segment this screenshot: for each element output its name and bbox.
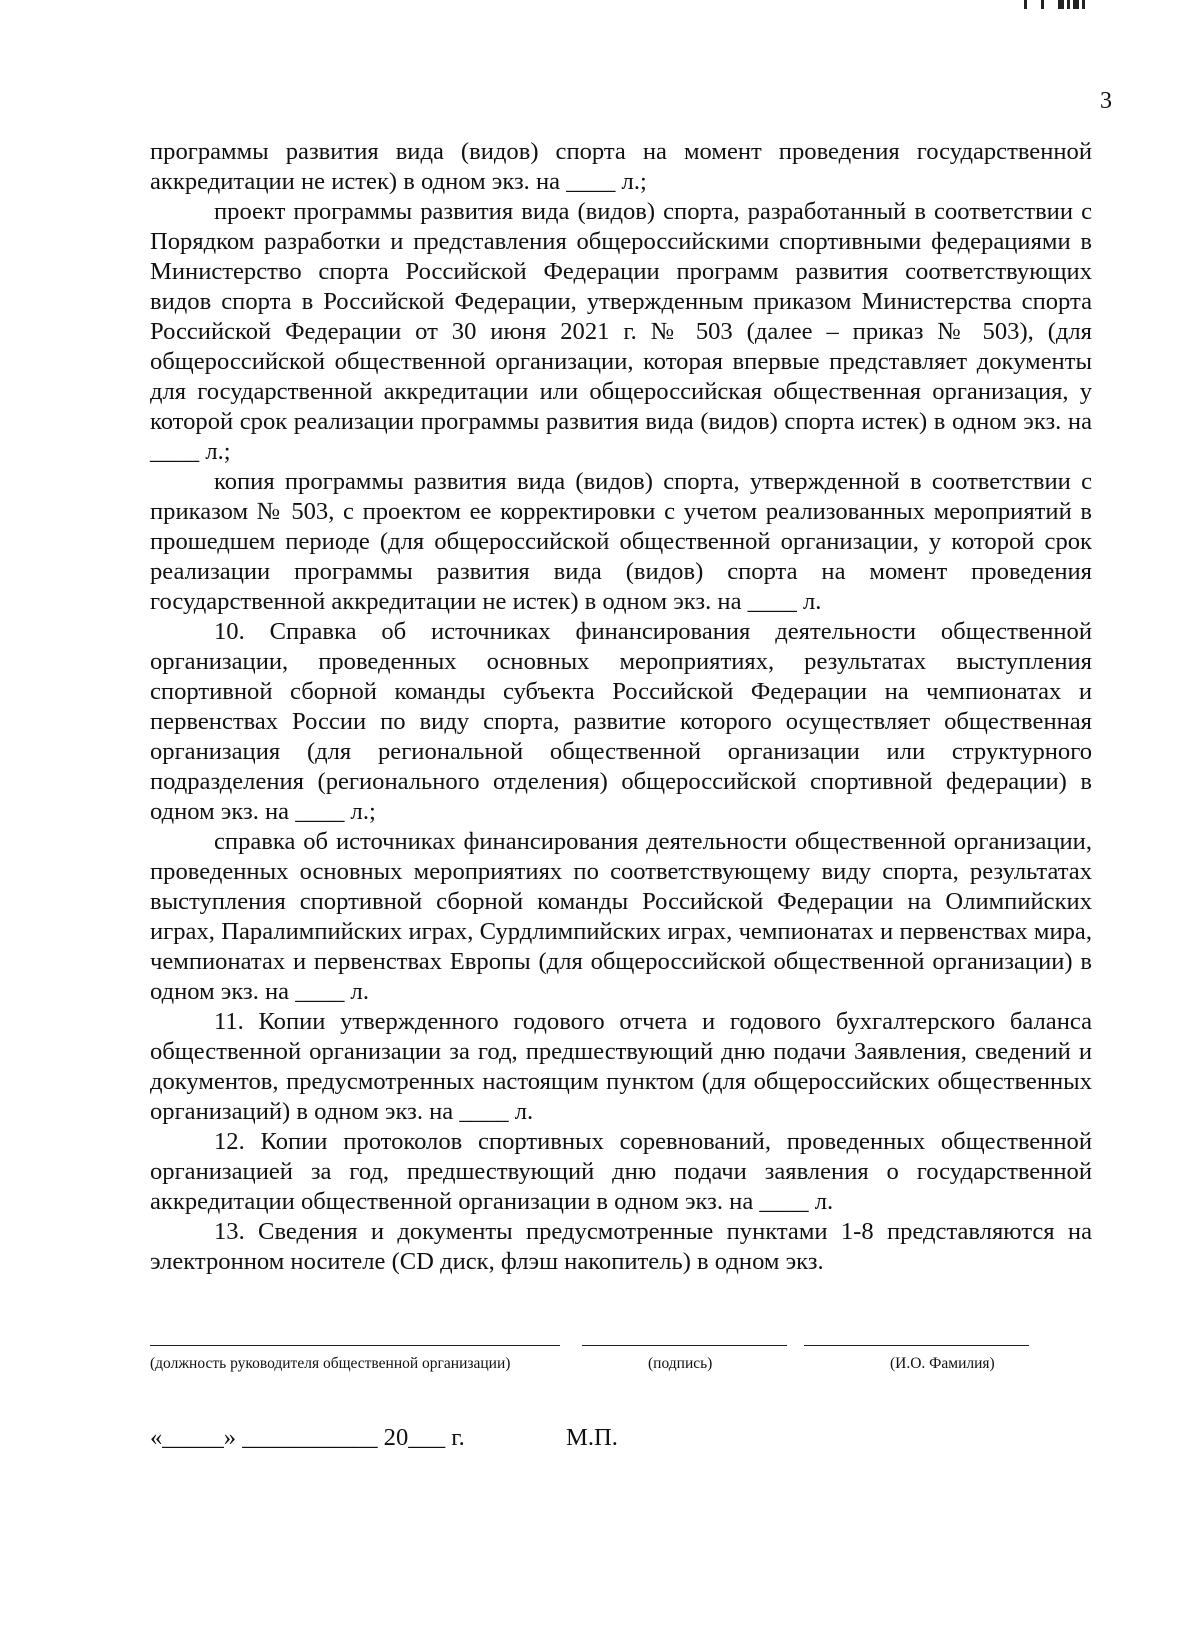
paragraph: 11. Копии утвержденного годового отчета и годового бухгалтерского баланса общественной организации за год, предшествующий дню подачи Заявления, сведений и документов, предусмотренных настоящим пунктом (для общероссийских общественных организаций) в одном экз. на ____ л. (150, 1008, 1092, 1125)
name-caption: (И.О. Фамилия) (890, 1355, 995, 1372)
paragraph: 10. Справка об источниках финансирования деятельности общественной организации, проведенных основных мероприятиях, результатах выступления спортивной сборной команды субъекта Российской Федерации на чемпионатах и первенствах России по виду спорта, развитие которого осуществляет общественная организация (для региональной общественной организации или структурного подразделения (регионального отделения) общероссийской спортивной федерации) в одном экз. на ____ л.; (150, 618, 1092, 825)
paragraph: копия программы развития вида (видов) спорта, утвержденной в соответствии с приказом № 503, с проектом ее корректировки с учетом реализованных мероприятий в прошедшем периоде (для общероссийской общественной организации, у которой срок реализации программы развития вида (видов) спорта на момент проведения государственной аккредитации не истек) в одном экз. на ____ л. (150, 468, 1092, 615)
signature-line (582, 1345, 787, 1346)
position-caption: (должность руководителя общественной организации) (150, 1355, 511, 1372)
page-number: 3 (1100, 88, 1112, 114)
name-line (804, 1345, 1029, 1346)
position-line (150, 1345, 560, 1346)
paragraph: справка об источниках финансирования деятельности общественной организации, проведенных основных мероприятиях по соответствующему виду спорта, результатах выступления спортивной сборной команды Российской Федерации на Олимпийских играх, Паралимпийских играх, Сурдлимпийских играх, чемпионатах и первенствах мира, чемпионатах и первенствах Европы (для общероссийской общественной организации) в одном экз. на ____ л. (150, 828, 1092, 1005)
paragraph: 13. Сведения и документы предусмотренные пунктами 1-8 представляются на электронном носителе (CD диск, флэш накопитель) в одном экз. (150, 1218, 1092, 1275)
stamp-label: М.П. (566, 1424, 618, 1451)
signature-caption: (подпись) (648, 1355, 713, 1372)
signature-block (150, 1345, 1050, 1385)
date-line: «_____» ___________ 20___ г. (150, 1424, 465, 1451)
document-body (150, 137, 1092, 1277)
paragraph: проект программы развития вида (видов) спорта, разработанный в соответствии с Порядком разработки и представления общероссийскими спортивными федерациями в Министерство спорта Российской Федерации программ развития соответствующих видов спорта в Российской Федерации, утвержденным приказом Министерства спорта Российской Федерации от 30 июня 2021 г. № 503 (далее – приказ № 503), (для общероссийской общественной организации, которая впервые представляет документы для государственной аккредитации или общероссийская общественная организация, у которой срок реализации программы развития вида (видов) спорта истек) в одном экз. на ____ л.; (150, 198, 1092, 465)
paragraph: программы развития вида (видов) спорта на момент проведения государственной аккредитации не истек) в одном экз. на ____ л.; (150, 138, 1092, 195)
scan-barcode-mark (1024, 0, 1085, 9)
paragraph: 12. Копии протоколов спортивных соревнований, проведенных общественной организацией за год, предшествующий дню подачи заявления о государственной аккредитации общественной организации в одном экз. на ____ л. (150, 1128, 1092, 1215)
